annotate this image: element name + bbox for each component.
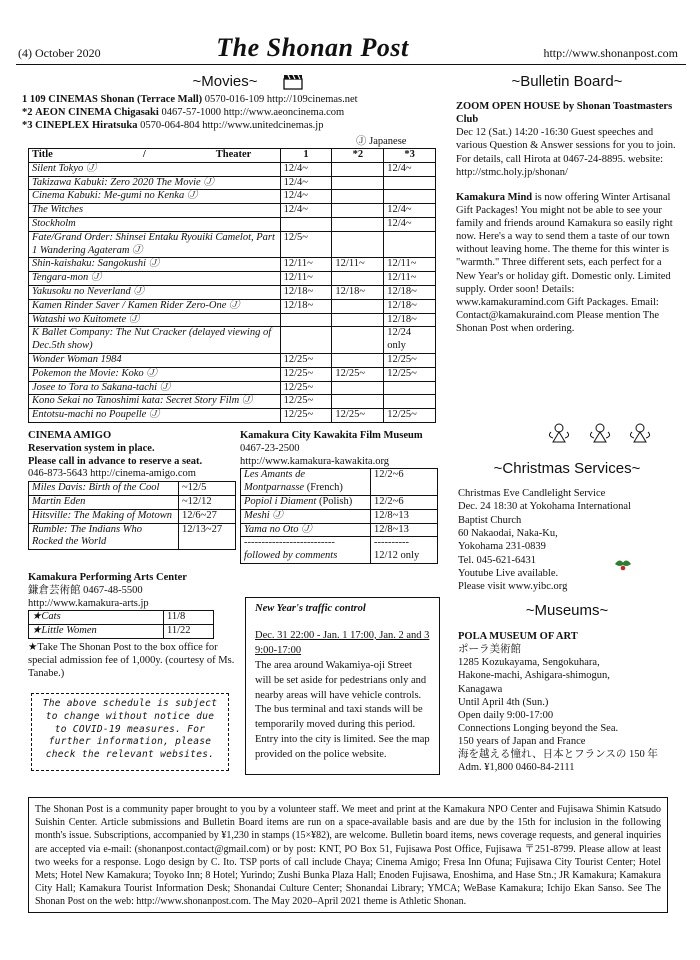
amigo-title: Rumble: The Indians Who Rocked the World [29, 523, 179, 550]
theater-list [22, 94, 442, 132]
kawakita-phone: 0467-23-2500 [240, 442, 300, 454]
movies-table [28, 148, 436, 423]
museum-details [458, 630, 683, 774]
christmas-line: Baptist Church [458, 514, 522, 526]
museum-line: 1285 Kozukayama, Sengokuhara, [458, 657, 600, 669]
amigo-title: Hitsville: The Making of Motown [29, 509, 179, 523]
movie-date-1: 12/11~ [280, 258, 332, 272]
movie-date-2 [332, 272, 384, 286]
movie-date-3 [384, 395, 436, 409]
movie-row [29, 327, 436, 354]
movie-date-1: 12/4~ [280, 176, 332, 190]
arts-center-note: ★Take The Shonan Post to the box office for special admission fee of 1,000y. (courtesy of Ms. Tanabe.) [28, 641, 235, 679]
movie-date-2 [332, 299, 384, 313]
movie-date-1: 12/4~ [280, 162, 332, 176]
movie-title: Josee to Tora to Sakana-tachi Ⓙ [29, 381, 281, 395]
movie-title: Kamen Rinder Saver / Kamen Rider Zero-One Ⓙ [29, 299, 281, 313]
traffic-control-box [245, 597, 440, 775]
theater-item: *3 CINEPLEX Hiratsuka 0570-064-804 http://www.unitedcinemas.jp [22, 119, 324, 131]
amigo-row [29, 482, 236, 496]
movie-title: Pokemon the Movie: Koko Ⓙ [29, 367, 281, 381]
movie-row [29, 176, 436, 190]
kawakita-title: Les Amants de Montparnasse (French) [241, 469, 371, 496]
schedule-disclaimer: The above schedule is subject to change without notice due to COVID-19 measures. For further information, please check the relevant websites. [31, 693, 229, 771]
movie-date-1: 12/25~ [280, 409, 332, 423]
movie-title: K Ballet Company: The Nut Cracker (delayed viewing of Dec.5th show) [29, 327, 281, 354]
museum-line: Hakone-machi, Ashigara-shimogun, [458, 670, 610, 682]
movie-date-3: 12/25~ [384, 367, 436, 381]
amigo-row [29, 509, 236, 523]
movie-date-2 [332, 176, 384, 190]
movie-title: Fate/Grand Order: Shinsei Entaku Ryouiki Camelot, Part 1 Wandering Agateram Ⓙ [29, 231, 281, 258]
movie-date-2 [332, 395, 384, 409]
kawakita-title: -------------------------- followed by comments [241, 537, 371, 564]
movie-date-1: 12/4~ [280, 204, 332, 218]
movie-date-1 [280, 217, 332, 231]
movie-date-2 [332, 162, 384, 176]
movie-row [29, 381, 436, 395]
museums-heading: ~Museums~ [525, 602, 609, 619]
movie-date-3: 12/25~ [384, 353, 436, 367]
movie-date-1: 12/25~ [280, 367, 332, 381]
movie-date-3: 12/4~ [384, 217, 436, 231]
movie-date-2: 12/25~ [332, 409, 384, 423]
kawakita-title: Yama no Oto Ⓙ [241, 523, 371, 537]
kawakita-date: 12/8~13 [371, 509, 438, 523]
movie-date-1: 12/11~ [280, 272, 332, 286]
header-rule [16, 64, 686, 65]
movie-row [29, 258, 436, 272]
movie-row [29, 299, 436, 313]
christmas-line: Tel. 045-621-6431 [458, 554, 537, 566]
museum-line: ポーラ美術館 [458, 644, 521, 656]
christmas-line: 60 Nakaodai, Naka-Ku, [458, 527, 558, 539]
movie-title: Watashi wo Kuitomete Ⓙ [29, 313, 281, 327]
movie-date-3 [384, 231, 436, 258]
movie-row [29, 217, 436, 231]
bulletin-heading: ~Bulletin Board~ [511, 73, 623, 90]
kawakita-url[interactable]: http://www.kamakura-kawakita.org [240, 455, 389, 467]
cinema-amigo-table [28, 481, 236, 550]
theater-item: 1 109 CINEMAS Shonan (Terrace Mall) 0570-016-109 http://109cinemas.net [22, 94, 358, 105]
movie-date-3 [384, 176, 436, 190]
movie-row [29, 272, 436, 286]
movie-row [29, 190, 436, 204]
zoom-open-house-body: Dec 12 (Sat.) 14:20 -16:30 Guest speeches and various Question & Answer sessions for you to join. For details, call Hirota at 0467-24-8895. website: http://stmc.holy.jp/shonan/ [456, 127, 676, 178]
movie-date-1: 12/25~ [280, 381, 332, 395]
movie-date-3: 12/18~ [384, 299, 436, 313]
arts-title: ★Little Women [29, 625, 164, 639]
movie-date-2 [332, 217, 384, 231]
arts-center-table [28, 610, 214, 639]
museum-line: 海を越える憧れ、日本とフランスの 150 年 [458, 749, 658, 761]
kawakita-row [241, 537, 438, 564]
traffic-dates: Dec. 31 22:00 - Jan. 1 17:00, Jan. 2 and 3 9:00-17:00 [255, 629, 430, 656]
kawakita-row [241, 523, 438, 537]
amigo-date: ~12/5 [179, 482, 236, 496]
holly-icon [612, 556, 634, 574]
movies-header-row: Title / Theater 1 *2 *3 [29, 149, 436, 163]
footer-text: The Shonan Post is a community paper brought to you by a volunteer staff. We meet and print at the Kamakura NPO Center and Fujisawa Shimin Katsudo Suishin Center. Article submissions and Bulletin Board items are run on a space-available basis and are due by the 15th for inclusion in the following month's issue. Subscriptions, accompanied by ¥1,230 in stamps (15×¥82), are welcome. Bulletin board items, news coverage requests, and general inquiries are accepted via e-mail: (shonanpost.contact@gmail.com) or by post: KNT, PO Box 51, Fujisawa Post Office, Fujisawa 〒251-8799. Please allow at least two weeks for a response. Logo design by C. Ito. TSP ports of call include Chaya; Cinema Amigo; Fresa Inn Ofuna; Fujisawa City Tourist Center; Hotel Mets; Hotel New Kamakura; Toyoko Inn; 8 Hotel; Yurindo; Zushi Bunka Plaza Hall; Enoden Fujisawa, Enoshima, and Hase Stn.; JR Kamakura; Kamakura City Hall; Kamakura Tourist Information Desk; Shonandai Culture Center; Shonandai Library; YMCA; WeBase Kamakura; Ichijo Ekan Sanso. See The Shonan Post on the web: http://www.shonanpost.com. The May 2020–April 2021 theme is Athletic Shonan. [35, 804, 661, 908]
movie-date-1: 12/18~ [280, 299, 332, 313]
col-theater-2: *2 [332, 149, 384, 163]
kawakita-date: 12/2~6 [371, 495, 438, 509]
cinema-amigo-contact[interactable]: 046-873-5643 http://cinema-amigo.com [28, 468, 196, 480]
arts-center-url[interactable]: http://www.kamakura-arts.jp [28, 597, 149, 609]
kawakita-title: Popiol i Diament (Polish) [241, 495, 371, 509]
movie-date-1 [280, 327, 332, 354]
kawakita-date: 12/8~13 [371, 523, 438, 537]
arts-title: ★Cats [29, 611, 164, 625]
footer-info-box [28, 797, 668, 913]
christmas-line: Dec. 24 18:30 at Yokohama International [458, 501, 631, 513]
amigo-date: 12/13~27 [179, 523, 236, 550]
arts-center-name: Kamakura Performing Arts Center [28, 572, 187, 583]
kawakita-date: 12/2~6 [371, 469, 438, 496]
arts-center-section [28, 572, 238, 680]
amigo-title: Martin Eden [29, 495, 179, 509]
movie-row [29, 395, 436, 409]
amigo-date: ~12/12 [179, 495, 236, 509]
movie-date-3: 12/11~ [384, 272, 436, 286]
movie-title: The Witches [29, 204, 281, 218]
theater-item: *2 AEON CINEMA Chigasaki 0467-57-1000 http://www.aeoncinema.com [22, 106, 345, 118]
movie-date-2 [332, 327, 384, 354]
christmas-details [458, 487, 683, 594]
arts-row [29, 625, 214, 639]
christmas-line: Please visit www.yibc.org [458, 581, 568, 593]
arts-date: 11/22 [164, 625, 214, 639]
movie-title: Yakusoku no Neverland Ⓙ [29, 285, 281, 299]
movie-title: Shin-kaishaku: Sangokushi Ⓙ [29, 258, 281, 272]
kamakura-mind-item: Kamakura Mind is now offering Winter Artisanal Gift Packages! You might not be able to see your family and friends around Kamakura so easily right now. Here's a way to send them a taste of our town without leaving home. The theme for this winter is "warmth." Three different sets, each perfect for a New Year's or holiday gift. Domestic only. Limited supply. Order soon! Details: www.kamakuramind.com Gift Packages. Email: Contact@kamakuraind.com Please mention The Shonan Post when ordering. [456, 191, 673, 334]
amigo-row [29, 523, 236, 550]
movie-date-2: 12/11~ [332, 258, 384, 272]
movie-row [29, 313, 436, 327]
movie-title: Silent Tokyo Ⓙ [29, 162, 281, 176]
cinema-amigo-section [28, 430, 243, 550]
issue-label: (4) October 2020 [18, 46, 101, 60]
movie-date-3: 12/18~ [384, 285, 436, 299]
cinema-amigo-note: Reservation system in place. [28, 442, 155, 454]
bulletin-board [456, 100, 681, 335]
movie-date-2: 12/18~ [332, 285, 384, 299]
arts-row [29, 611, 214, 625]
christmas-line: Christmas Eve Candlelight Service [458, 488, 606, 499]
movie-title: Entotsu-machi no Poupelle Ⓙ [29, 409, 281, 423]
amigo-date: 12/6~27 [179, 509, 236, 523]
museum-line: Adm. ¥1,800 0460-84-2111 [458, 762, 575, 774]
movie-title: Tengara-mon Ⓙ [29, 272, 281, 286]
museum-line: Connections Longing beyond the Sea. [458, 722, 619, 734]
arts-center-jp-name: 鎌倉芸術館 [28, 584, 81, 596]
movie-title: Wonder Woman 1984 [29, 353, 281, 367]
kawakita-section [240, 430, 450, 564]
col-theater-3: *3 [384, 149, 436, 163]
movie-date-2: 12/25~ [332, 367, 384, 381]
museum-line: Until April 4th (Sun.) [458, 696, 549, 708]
kawakita-row [241, 509, 438, 523]
movie-title: Cinema Kabuki: Me-gumi no Kenka Ⓙ [29, 190, 281, 204]
movie-row [29, 409, 436, 423]
header-url[interactable]: http://www.shonanpost.com [543, 46, 678, 60]
movie-row [29, 353, 436, 367]
movie-row [29, 367, 436, 381]
movie-title: Kono Sekai no Tanoshimi kata: Secret Story Film Ⓙ [29, 395, 281, 409]
movie-date-3: 12/25~ [384, 409, 436, 423]
arts-center-phone: 0467-48-5500 [83, 584, 143, 596]
christmas-line: Youtube Live available. [458, 567, 559, 579]
arts-date: 11/8 [164, 611, 214, 625]
traffic-body: The area around Wakamiya-oji Street will be set aside for pedestrians only and nearby areas will have vehicle controls. The bus terminal and taxi stands will be temporarily moved during this period. Entry into the city is limited. See the map provided on the police website. [255, 659, 430, 761]
kawakita-date: ---------- 12/12 only [371, 537, 438, 564]
movie-date-2 [332, 353, 384, 367]
kawakita-title: Meshi Ⓙ [241, 509, 371, 523]
movie-date-2 [332, 190, 384, 204]
movie-title: Takizawa Kabuki: Zero 2020 The Movie Ⓙ [29, 176, 281, 190]
movie-date-3: 12/4~ [384, 204, 436, 218]
movie-date-3: 12/18~ [384, 313, 436, 327]
movie-date-3 [384, 190, 436, 204]
movie-title: Stockholm [29, 217, 281, 231]
movie-date-3: 12/11~ [384, 258, 436, 272]
movie-date-1: 12/25~ [280, 353, 332, 367]
movie-row [29, 162, 436, 176]
amigo-row [29, 495, 236, 509]
museum-line: Open daily 9:00-17:00 [458, 709, 554, 721]
movie-date-1: 12/4~ [280, 190, 332, 204]
cinema-amigo-name: CINEMA AMIGO [28, 430, 112, 441]
pola-museum-name: POLA MUSEUM OF ART [458, 631, 578, 642]
christmas-line: Yokohama 231-0839 [458, 541, 546, 553]
museum-line: 150 years of Japan and France [458, 736, 586, 747]
film-clapper-icon [283, 74, 305, 90]
movie-row [29, 231, 436, 258]
angels-illustration-icon [545, 420, 655, 450]
movie-date-2 [332, 231, 384, 258]
christmas-heading: ~Christmas Services~ [493, 460, 641, 477]
movie-date-1: 12/18~ [280, 285, 332, 299]
movie-date-2 [332, 381, 384, 395]
zoom-open-house-title: ZOOM OPEN HOUSE by Shonan Toastmasters Club [456, 101, 673, 126]
museum-line: Kanagawa [458, 683, 503, 695]
movie-date-2 [332, 313, 384, 327]
movies-heading: ~Movies~ [192, 73, 258, 90]
masthead-title: The Shonan Post [216, 33, 409, 62]
amigo-title: Miles Davis: Birth of the Cool [29, 482, 179, 496]
col-title: Title [32, 149, 53, 160]
movie-date-3: 12/4~ [384, 162, 436, 176]
cinema-amigo-note: Please call in advance to reserve a seat. [28, 455, 203, 467]
movie-date-1: 12/25~ [280, 395, 332, 409]
kawakita-row [241, 495, 438, 509]
col-theater-1: 1 [280, 149, 332, 163]
movie-date-3 [384, 381, 436, 395]
movie-date-1 [280, 313, 332, 327]
movie-row [29, 204, 436, 218]
kawakita-row [241, 469, 438, 496]
japanese-note: Ⓙ Japanese [356, 136, 407, 147]
movie-row [29, 285, 436, 299]
traffic-title: New Year's traffic control [255, 603, 366, 614]
kawakita-name: Kamakura City Kawakita Film Museum [240, 430, 423, 441]
movie-date-2 [332, 204, 384, 218]
movie-date-3: 12/24 only [384, 327, 436, 354]
kawakita-table [240, 468, 438, 564]
movie-date-1: 12/5~ [280, 231, 332, 258]
